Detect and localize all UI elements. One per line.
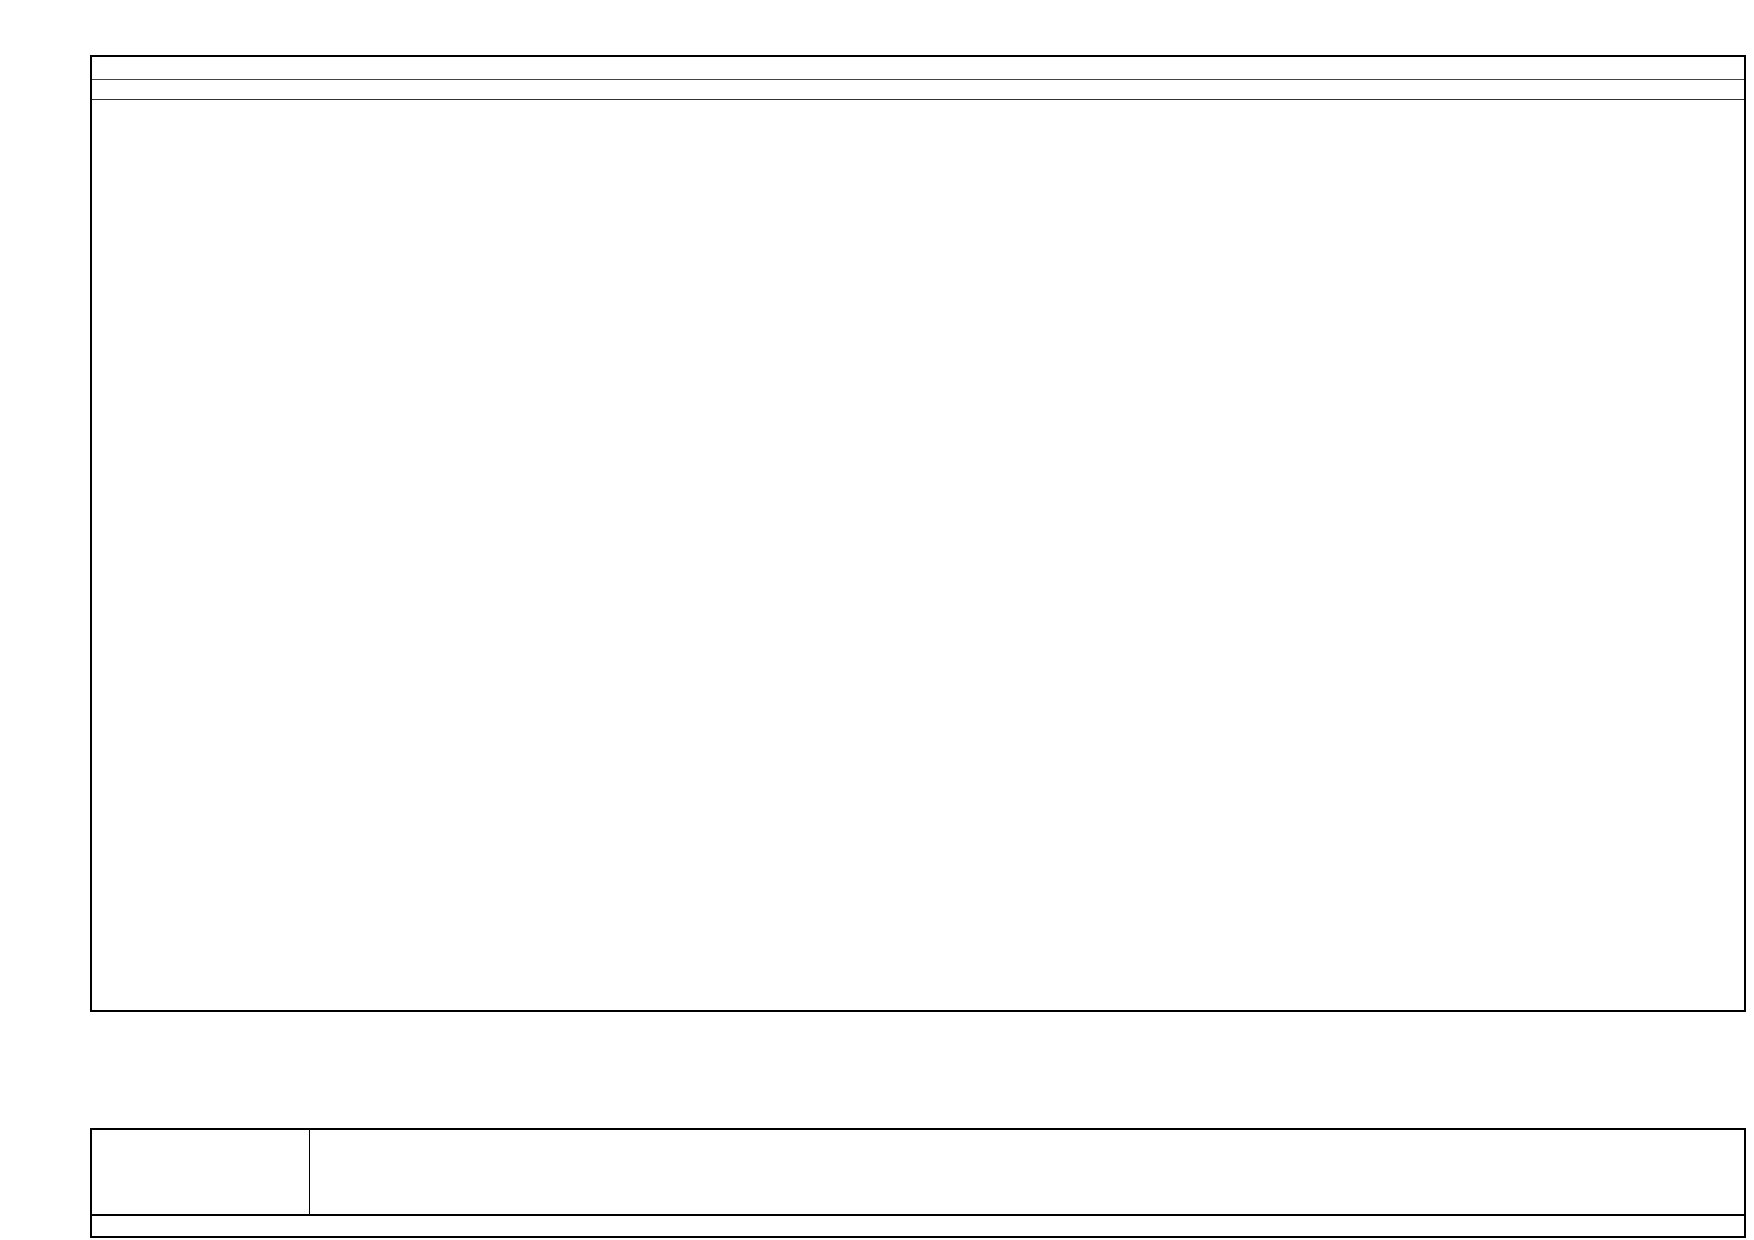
gantt-report-box xyxy=(90,55,1746,1012)
legend-title xyxy=(92,1130,310,1214)
timeline-quarters xyxy=(1252,89,1744,99)
page-number xyxy=(90,1216,1746,1238)
timeline-years xyxy=(1252,79,1744,89)
legend xyxy=(90,1128,1746,1216)
gantt-chart-area xyxy=(1252,99,1744,1008)
legend-grid xyxy=(310,1130,1744,1214)
